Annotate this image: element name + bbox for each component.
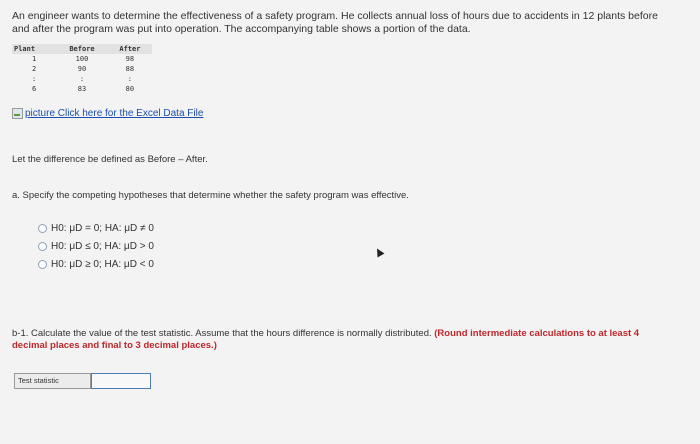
table-cell: 80	[125, 85, 135, 93]
test-statistic-label: Test statistic	[14, 373, 91, 389]
radio-button[interactable]	[38, 224, 47, 233]
table-cell: 6	[31, 85, 37, 93]
table-row	[12, 74, 152, 84]
excel-data-link[interactable]	[12, 108, 203, 119]
hypothesis-option-1[interactable]	[38, 219, 154, 237]
column-header-plant: Plant	[12, 44, 56, 54]
table-cell: 98	[125, 55, 135, 63]
difference-definition: Let the difference be defined as Before – After.	[12, 154, 208, 165]
hypothesis-option-2[interactable]	[38, 237, 154, 255]
table-cell: :	[31, 75, 37, 83]
data-table	[12, 44, 152, 94]
problem-intro: An engineer wants to determine the effectiveness of a safety program. He collects annual loss of hours due to accidents in 12 plants before and after the program was put into operation. The accompanying table shows a portion of the data.	[12, 10, 658, 35]
table-cell: 90	[77, 65, 87, 73]
hypothesis-label: H0: μD ≥ 0; HA: μD < 0	[51, 258, 154, 270]
table-cell: 88	[125, 65, 135, 73]
table-cell: :	[79, 75, 85, 83]
hypothesis-label: H0: μD ≤ 0; HA: μD > 0	[51, 240, 154, 252]
radio-button[interactable]	[38, 242, 47, 251]
table-cell: 1	[31, 55, 37, 63]
hypothesis-options	[38, 219, 154, 273]
excel-link-text[interactable]: picture Click here for the Excel Data File	[25, 108, 204, 119]
test-statistic-row	[14, 373, 151, 389]
rounding-instruction: (Round intermediate calculations to at least 4 decimal places and final to 3 decimal places.)	[12, 328, 640, 351]
table-header-row	[12, 44, 152, 54]
radio-button[interactable]	[38, 260, 47, 269]
table-row	[12, 54, 152, 64]
question-b1-prompt	[12, 328, 652, 352]
table-row	[12, 84, 152, 94]
question-a-prompt: a. Specify the competing hypotheses that determine whether the safety program was effective.	[12, 190, 409, 201]
table-cell: :	[127, 75, 132, 83]
column-header-after: After	[108, 44, 152, 54]
hypothesis-option-3[interactable]	[38, 255, 154, 273]
broken-image-icon	[12, 108, 23, 119]
table-cell: 83	[77, 85, 87, 93]
test-statistic-input[interactable]	[91, 373, 151, 389]
table-cell: 2	[31, 65, 37, 73]
table-row	[12, 64, 152, 74]
hypothesis-label: H0: μD = 0; HA: μD ≠ 0	[51, 222, 154, 234]
column-header-before: Before	[56, 44, 108, 54]
table-cell: 100	[75, 55, 89, 63]
mouse-cursor-icon	[374, 247, 385, 258]
question-b1-text: b-1. Calculate the value of the test statistic. Assume that the hours difference is normally distributed.	[12, 328, 432, 339]
